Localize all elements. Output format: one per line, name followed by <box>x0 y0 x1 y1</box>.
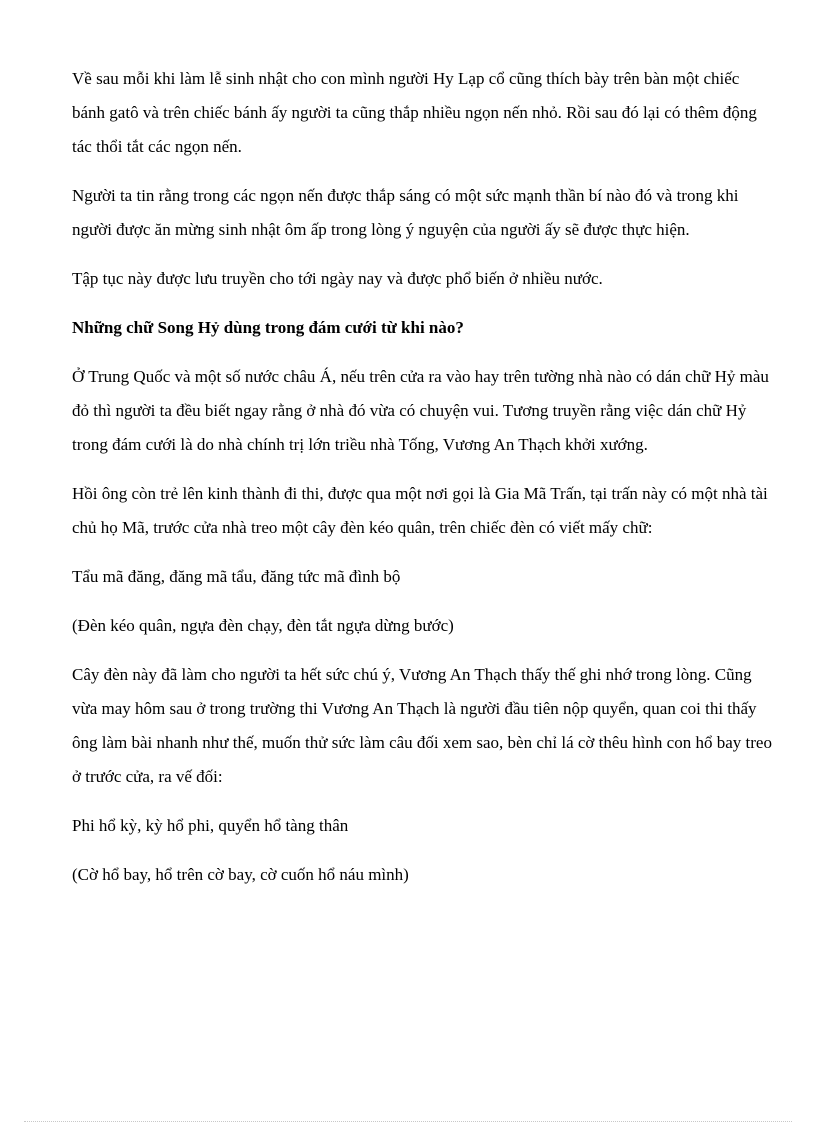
verse-flag-translation: (Cờ hổ bay, hổ trên cờ bay, cờ cuốn hổ náu mình) <box>72 865 409 884</box>
paragraph-birthday-cake: Về sau mỗi khi làm lễ sinh nhật cho con mình người Hy Lạp cổ cũng thích bày trên bàn một chiếc bánh gatô và trên chiếc bánh ấy người ta cũng thắp nhiều ngọn nến nhỏ. Rồi sau đó lại có thêm động tác thổi tắt các ngọn nến. <box>72 69 757 156</box>
paragraph-song-hy-origin: Ở Trung Quốc và một số nước châu Á, nếu trên cửa ra vào hay trên tường nhà nào có dán chữ Hỷ màu đỏ thì người ta đều biết ngay rằng ở nhà đó vừa có chuyện vui. Tương truyền rằng việc dán chữ Hỷ trong đám cưới là do nhà chính trị lớn triều nhà Tống, Vương An Thạch khởi xướng. <box>72 367 769 454</box>
document-body <box>72 62 772 907</box>
verse-lantern-translation: (Đèn kéo quân, ngựa đèn chạy, đèn tắt ngựa dừng bước) <box>72 616 454 635</box>
paragraph-candle-belief: Người ta tin rằng trong các ngọn nến được thắp sáng có một sức mạnh thần bí nào đó và trong khi người được ăn mừng sinh nhật ôm ấp trong lòng ý nguyện của người ấy sẽ được thực hiện. <box>72 186 739 239</box>
section-heading-song-hy: Những chữ Song Hỷ dùng trong đám cưới từ khi nào? <box>72 318 464 337</box>
paragraph-young-scholar: Hồi ông còn trẻ lên kinh thành đi thi, được qua một nơi gọi là Gia Mã Trấn, tại trấn này có một nhà tài chủ họ Mã, trước cửa nhà treo một cây đèn kéo quân, trên chiếc đèn có viết mấy chữ: <box>72 484 768 537</box>
paragraph-exam-story: Cây đèn này đã làm cho người ta hết sức chú ý, Vương An Thạch thấy thế ghi nhớ trong lòng. Cũng vừa may hôm sau ở trong trường thi Vương An Thạch là người đầu tiên nộp quyển, quan coi thi thấy ông làm bài nhanh như thế, muốn thử sức làm câu đối xem sao, bèn chỉ lá cờ thêu hình con hổ bay treo ở trước cửa, ra vế đối: <box>72 665 772 786</box>
page-bottom-divider <box>24 1121 792 1122</box>
paragraph-custom-spread: Tập tục này được lưu truyền cho tới ngày nay và được phổ biến ở nhiều nước. <box>72 269 603 288</box>
verse-lantern-han-viet: Tẩu mã đăng, đăng mã tẩu, đăng tức mã đình bộ <box>72 567 401 586</box>
verse-flag-han-viet: Phi hổ kỳ, kỳ hổ phi, quyển hổ tàng thân <box>72 816 349 835</box>
